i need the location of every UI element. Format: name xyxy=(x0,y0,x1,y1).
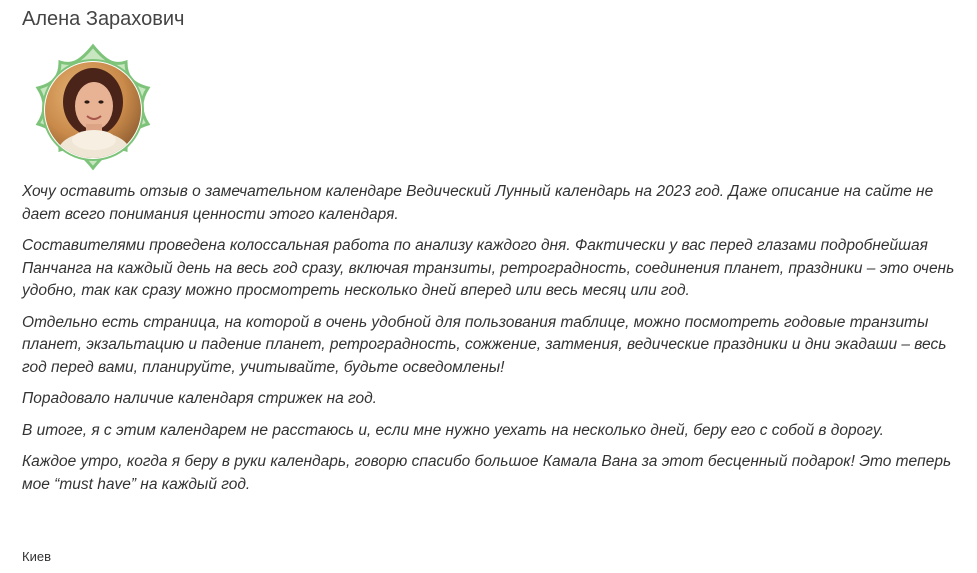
lotus-frame-avatar-icon xyxy=(22,40,164,180)
review-paragraph: Составителями проведена колоссальная работа по анализу каждого дня. Фактически у вас перед глазами подробнейшая Панчанга на каждый день на весь год сразу, включая транзиты, ретроградность, соединения планет, праздники – это очень удобно, так как сразу можно просмотреть несколько дней вперед или весь месяц или год. xyxy=(22,237,955,299)
review-paragraph: В итоге, я с этим календарем не расстаюсь и, если мне нужно уехать на несколько дней, беру его с собой в дорогу. xyxy=(22,421,884,439)
review-paragraph: Отдельно есть страница, на которой в очень удобной для пользования таблице, можно посмотреть годовые транзиты планет, экзальтацию и падение планет, ретроградность, сожжение, затмения, ведические праздники и дни экадаши – весь год перед вами, планируйте, учитывайте, будьте осведомлены! xyxy=(22,313,947,376)
review-text xyxy=(22,181,967,505)
author-city: Киев xyxy=(22,549,51,564)
review-paragraph: Порадовало наличие календаря стрижек на год. xyxy=(22,390,377,407)
review-paragraph: Каждое утро, когда я беру в руки календарь, говорю спасибо большое Камала Вана за этот бесценный подарок! Это теперь мое “must have” на каждый год. xyxy=(22,453,952,493)
avatar xyxy=(22,40,164,180)
review-paragraph: Хочу оставить отзыв о замечательном календаре Ведический Лунный календарь на 2023 год. Даже описание на сайте не дает всего понимания ценности этого календаря. xyxy=(22,183,934,223)
author-name: Алена Зарахович xyxy=(22,8,185,30)
